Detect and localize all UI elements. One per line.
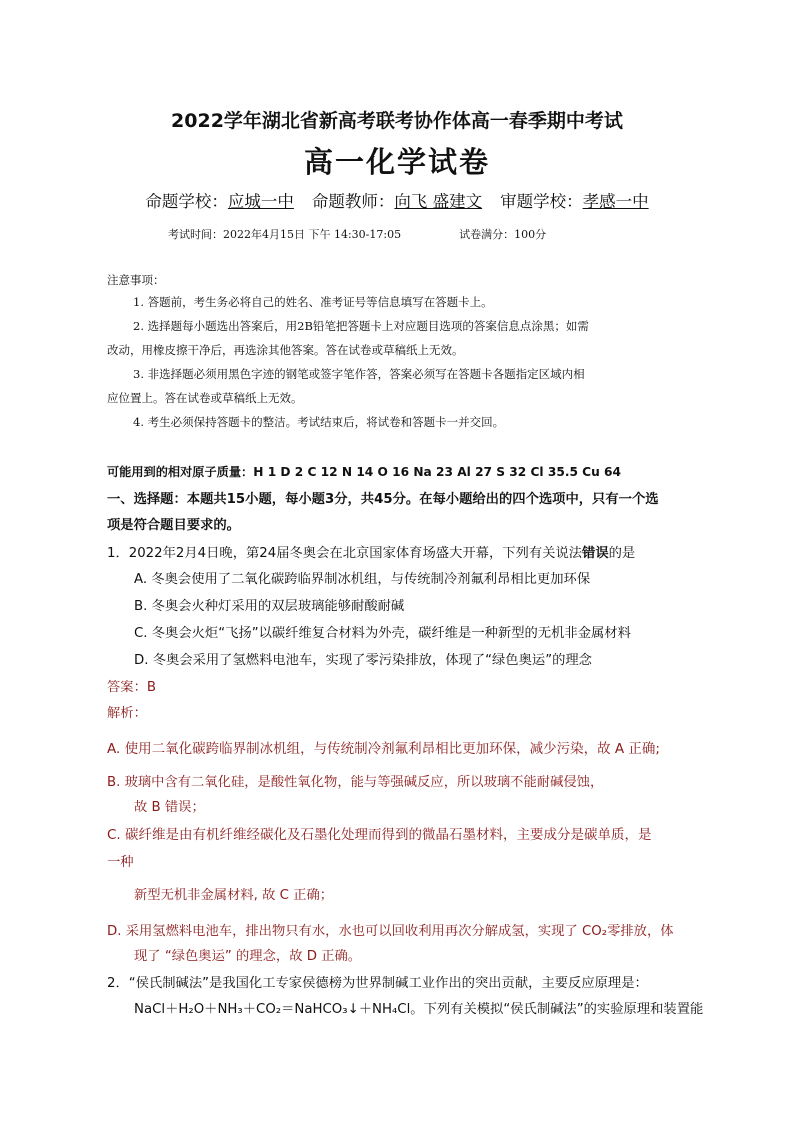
notice-item: 应位置上。答在试卷或草稿纸上无效。 <box>107 391 303 405</box>
question-2-stem: 2．“侯氏制碱法”是我国化工专家侯德榜为世界制碱工业作出的突出贡献，主要反应原理是： <box>107 976 648 991</box>
analysis-c-cont: 一种 <box>107 855 134 870</box>
question-2-stem-cont: NaCl＋H₂O＋NH₃＋CO₂＝NaHCO₃↓＋NH₄Cl。下列有关模拟“侯氏制碱法”的实验原理和装置能 <box>134 1002 704 1017</box>
review-label: 审题学校： <box>500 192 583 211</box>
answer: 答案：B <box>107 680 157 695</box>
school-label: 命题学校： <box>145 192 228 211</box>
analysis-c: C. 碳纤维是由有机纤维经碳化及石墨化处理而得到的微晶石墨材料，主要成分是碳单质，是 <box>107 827 652 843</box>
exam-meta <box>0 188 794 212</box>
notice-item: 1. 答题前，考生务必将自己的姓名、准考证号等信息填写在答题卡上。 <box>133 295 493 309</box>
analysis-c-cont2: 新型无机非金属材料, 故 C 正确； <box>134 888 334 903</box>
question-1-text-end: 的是 <box>608 546 636 561</box>
full-score: 试卷满分：100分 <box>459 228 547 241</box>
notice-item: 2. 选择题每小题选出答案后，用2B铅笔把答题卡上对应题目选项的答案信息点涂黑；如需 <box>133 319 589 333</box>
notice-item: 改动，用橡皮擦干净后，再选涂其他答案。答在试卷或草稿纸上无效。 <box>107 343 464 357</box>
notice-item: 3. 非选择题必须用黑色字迹的钢笔或签字笔作答，答案必须写在答题卡各题指定区域内相 <box>133 367 585 381</box>
option-c: C. 冬奥会火炬“飞扬”以碳纤维复合材料为外壳，碳纤维是一种新型的无机非金属材料 <box>134 626 631 641</box>
option-d: D. 冬奥会采用了氢燃料电池车，实现了零污染排放，体现了“绿色奥运”的理念 <box>134 653 592 668</box>
exam-title: 2022学年湖北省新高考联考协作体高一春季期中考试 <box>171 110 623 132</box>
section-heading-cont: 项是符合题目要求的。 <box>107 518 240 533</box>
notice-title: 注意事项： <box>107 273 165 287</box>
exam-time: 考试时间：2022年4月15日 下午 14:30-17:05 <box>168 228 402 241</box>
question-1-emphasis: 错误 <box>582 546 609 561</box>
review-school: 孝感一中 <box>582 192 649 211</box>
analysis-a: A. 使用二氧化碳跨临界制冰机组，与传统制冷剂氟利昂相比更加环保，减少污染，故 A 正确; <box>107 741 660 757</box>
section-heading: 一、选择题：本题共15小题，每小题3分，共45分。在每小题给出的四个选项中，只有一个选 <box>107 492 659 507</box>
question-1-stem <box>107 542 635 561</box>
school-name: 应城一中 <box>227 192 294 211</box>
analysis-b-cont: 故 B 错误； <box>134 800 205 815</box>
teacher-names: 向飞 盛建文 <box>394 192 483 211</box>
exam-time-line <box>168 226 546 242</box>
atomic-masses: 可能用到的相对原子质量：H 1 D 2 C 12 N 14 O 16 Na 23 Al 27 S 32 Cl 35.5 Cu 64 <box>107 465 621 479</box>
analysis-d-cont: 现了 “绿色奥运” 的理念，故 D 正确。 <box>134 949 362 964</box>
option-b: B. 冬奥会火种灯采用的双层玻璃能够耐酸耐碱 <box>134 599 405 614</box>
teacher-label: 命题教师： <box>311 192 395 211</box>
option-a: A. 冬奥会使用了二氧化碳跨临界制冰机组，与传统制冷剂氟利昂相比更加环保 <box>134 572 591 587</box>
analysis-d: D. 采用氢燃料电池车，排出物只有水，水也可以回收利用再次分解成氢，实现了 CO₂零排放，体 <box>107 924 674 939</box>
notice-item: 4. 考生必须保持答题卡的整洁。考试结束后，将试卷和答题卡一并交回。 <box>133 415 505 429</box>
exam-subtitle: 高一化学试卷 <box>303 145 490 179</box>
analysis-b: B. 玻璃中含有二氧化硅，是酸性氧化物，能与等强碱反应，所以玻璃不能耐碱侵蚀， <box>107 775 604 790</box>
analysis-label: 解析： <box>107 706 147 721</box>
question-1-text: 1．2022年2月4日晚，第24届冬奥会在北京国家体育场盛大开幕，下列有关说法 <box>107 546 583 561</box>
